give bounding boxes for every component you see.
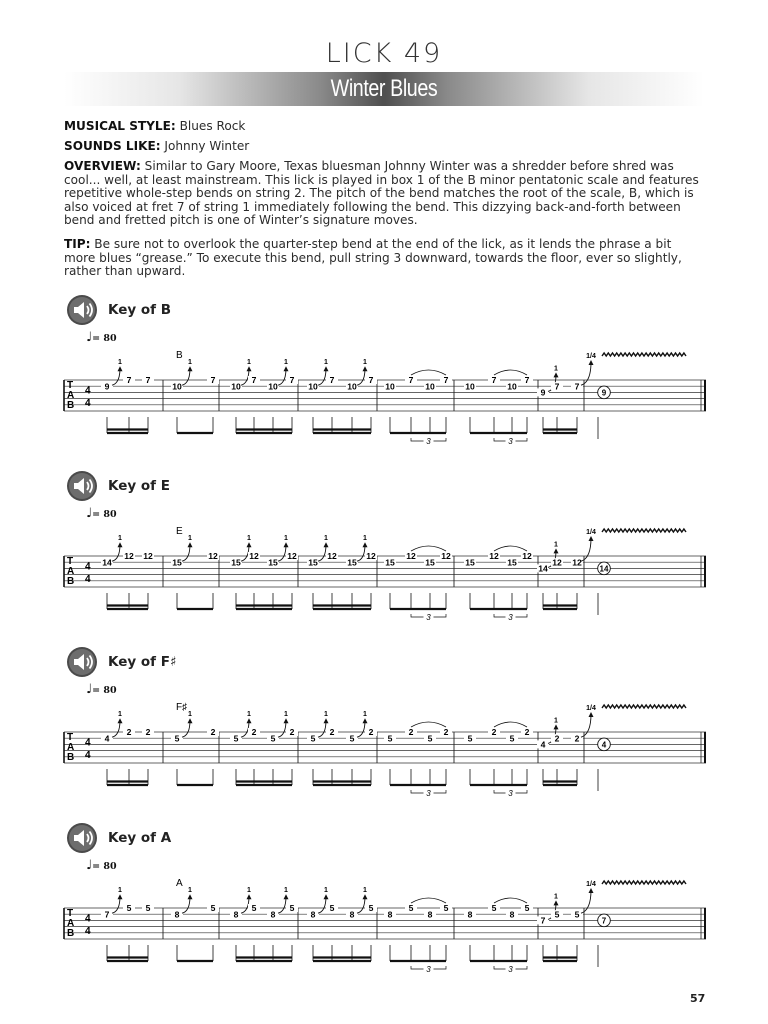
audio-speaker-icon[interactable] — [66, 822, 98, 854]
tip-paragraph — [64, 238, 706, 279]
tab-fret-number: 7 — [251, 375, 257, 386]
bend-arrowhead — [363, 542, 368, 547]
bend-amount: 1 — [324, 535, 328, 543]
tab-fret-number: 8 — [174, 909, 180, 920]
tab-fret-number: 12 — [572, 557, 582, 568]
tab-clef-letter: B — [67, 928, 75, 939]
quarter-bend-curve — [581, 362, 591, 385]
chord-symbol: E — [176, 526, 183, 537]
time-signature-top: 4 — [85, 561, 91, 573]
tab-fret-number: 9 — [104, 381, 110, 392]
bend-arrowhead — [247, 366, 252, 371]
quarter-note-icon: ♩ — [86, 330, 93, 345]
time-signature-top: 4 — [85, 385, 91, 397]
triplet-number: 3 — [426, 965, 431, 974]
bend-amount: 1 — [188, 711, 192, 719]
tab-staff — [0, 702, 768, 822]
tab-fret-number: 7 — [408, 375, 414, 386]
tab-fret-number: 9 — [540, 387, 546, 398]
slur — [494, 370, 527, 375]
overview-label: OVERVIEW: — [64, 159, 141, 173]
tempo-value: = 80 — [92, 861, 117, 872]
quarter-bend-arrowhead — [589, 360, 594, 365]
bend-arrowhead — [188, 718, 193, 723]
key-label: Key of B — [108, 302, 172, 318]
bend-arrowhead — [554, 900, 559, 905]
bend-arrowhead — [324, 718, 329, 723]
tab-fret-number: 7 — [368, 375, 374, 386]
bend-amount: 1 — [188, 535, 192, 543]
quarter-note-icon: ♩ — [86, 506, 93, 521]
tab-fret-number: 5 — [491, 903, 497, 914]
tab-fret-number: 7 — [443, 375, 449, 386]
slur — [411, 370, 446, 375]
key-label: Key of F♯ — [108, 654, 177, 670]
quarter-bend-amount: 1/4 — [586, 705, 596, 712]
tab-fret-number: 8 — [349, 909, 355, 920]
bend-amount: 1 — [363, 887, 367, 895]
bend-amount: 1 — [363, 711, 367, 719]
tab-fret-number: 2 — [408, 727, 414, 738]
tab-fret-number: 12 — [522, 551, 532, 562]
tab-staff — [0, 526, 768, 646]
bend-amount: 1 — [324, 887, 328, 895]
tab-fret-number: 5 — [467, 733, 473, 744]
time-signature-bottom: 4 — [85, 573, 91, 585]
tab-fret-number: 15 — [507, 557, 517, 568]
time-signature-bottom: 4 — [85, 397, 91, 409]
tab-fret-number: 12 — [249, 551, 259, 562]
tab-fret-number: 2 — [251, 727, 257, 738]
quarter-note-icon: ♩ — [86, 858, 93, 873]
tab-fret-number: 15 — [425, 557, 435, 568]
bend-arrowhead — [247, 542, 252, 547]
held-note-fret: 9 — [601, 388, 607, 398]
tab-clef-letter: A — [67, 390, 75, 401]
tab-clef-letter: T — [67, 908, 74, 919]
bend-arrowhead — [284, 366, 289, 371]
tab-staff — [0, 878, 768, 998]
tab-fret-number: 12 — [552, 557, 562, 568]
tempo-value: = 80 — [92, 509, 117, 520]
tab-fret-number: 10 — [465, 381, 475, 392]
bend-amount: 1 — [324, 359, 328, 367]
triplet-number: 3 — [426, 613, 431, 622]
tab-fret-number: 5 — [408, 903, 414, 914]
tab-fret-number: 5 — [174, 733, 180, 744]
tab-fret-number: 5 — [270, 733, 276, 744]
tab-fret-number: 5 — [554, 909, 560, 920]
quarter-bend-amount: 1/4 — [586, 353, 596, 360]
tab-clef-letter: B — [67, 400, 75, 411]
lick-number: LICK 49 — [325, 38, 443, 69]
time-signature-top: 4 — [85, 737, 91, 749]
tab-fret-number: 2 — [368, 727, 374, 738]
tip-label: TIP: — [64, 237, 91, 251]
tab-fret-number: 7 — [145, 375, 151, 386]
tab-fret-number: 5 — [289, 903, 295, 914]
tab-fret-number: 5 — [251, 903, 257, 914]
tab-clef-letter: B — [67, 752, 75, 763]
tab-fret-number: 15 — [308, 557, 318, 568]
tab-fret-number: 15 — [268, 557, 278, 568]
bend-amount: 1 — [363, 359, 367, 367]
tab-fret-number: 2 — [554, 733, 560, 744]
bend-arrowhead — [247, 894, 252, 899]
tab-fret-number: 5 — [210, 903, 216, 914]
bend-arrowhead — [118, 542, 123, 547]
bend-amount: 1 — [247, 887, 251, 895]
bend-arrowhead — [363, 366, 368, 371]
triplet-number: 3 — [508, 437, 513, 446]
tab-fret-number: 5 — [126, 903, 132, 914]
tab-fret-number: 2 — [126, 727, 132, 738]
tab-clef-letter: A — [67, 742, 75, 753]
tab-fret-number: 15 — [231, 557, 241, 568]
overview-text: Similar to Gary Moore, Texas bluesman Johnny Winter was a shredder before shred was cool... well, at least mainstream. This lick is played in box 1 of the B minor pentatonic scale and features repetitive whole-step bends on string 2. The pitch of the bend matches the root of the scale, B, which is also voiced at fret 7 of string 1 immediately following the bend. This dizzying back-and-forth between bend and fretted pitch is one of Winter’s signature moves. — [64, 159, 699, 228]
audio-speaker-icon[interactable] — [66, 294, 98, 326]
musical-style-label: MUSICAL STYLE: — [64, 119, 176, 133]
tab-fret-number: 10 — [507, 381, 517, 392]
tab-fret-number: 10 — [308, 381, 318, 392]
tab-fret-number: 5 — [145, 903, 151, 914]
musical-style-value: Blues Rock — [175, 119, 246, 133]
tab-fret-number: 8 — [270, 909, 276, 920]
tab-fret-number: 5 — [427, 733, 433, 744]
tab-fret-number: 2 — [443, 727, 449, 738]
tempo-value: = 80 — [92, 685, 117, 696]
chord-symbol: F♯ — [176, 702, 188, 713]
tab-fret-number: 10 — [231, 381, 241, 392]
tab-fret-number: 12 — [366, 551, 376, 562]
tab-fret-number: 7 — [126, 375, 132, 386]
bend-amount: 1 — [554, 365, 558, 373]
bend-amount: 1 — [118, 535, 122, 543]
tab-fret-number: 7 — [329, 375, 335, 386]
tempo-marking — [86, 330, 117, 345]
tempo-marking — [86, 682, 117, 697]
quarter-bend-amount: 1/4 — [586, 529, 596, 536]
bend-amount: 1 — [118, 359, 122, 367]
chord-symbol: B — [176, 350, 183, 361]
held-note-fret: 14 — [599, 564, 609, 574]
tab-clef-letter: T — [67, 556, 74, 567]
tab-fret-number: 7 — [104, 909, 110, 920]
tab-fret-number: 4 — [104, 733, 110, 744]
tab-fret-number: 8 — [427, 909, 433, 920]
quarter-bend-curve — [581, 890, 591, 913]
tab-fret-number: 12 — [441, 551, 451, 562]
audio-speaker-icon[interactable] — [66, 470, 98, 502]
vibrato-line — [602, 353, 686, 356]
tab-fret-number: 7 — [524, 375, 530, 386]
triplet-number: 3 — [426, 789, 431, 798]
tab-fret-number: 8 — [233, 909, 239, 920]
held-note-fret: 7 — [601, 916, 607, 926]
tab-fret-number: 7 — [540, 915, 546, 926]
quarter-bend-curve — [581, 714, 591, 737]
tab-fret-number: 14 — [538, 563, 548, 574]
tab-fret-number: 10 — [425, 381, 435, 392]
tab-fret-number: 5 — [349, 733, 355, 744]
key-label: Key of A — [108, 830, 172, 846]
tab-fret-number: 7 — [289, 375, 295, 386]
bend-arrowhead — [247, 718, 252, 723]
tab-fret-number: 2 — [574, 733, 580, 744]
time-signature-bottom: 4 — [85, 925, 91, 937]
triplet-number: 3 — [508, 965, 513, 974]
bend-arrowhead — [554, 372, 559, 377]
tab-clef-letter: B — [67, 576, 75, 587]
triplet-number: 3 — [508, 613, 513, 622]
tab-fret-number: 7 — [554, 381, 560, 392]
bend-arrowhead — [118, 718, 123, 723]
bend-amount: 1 — [247, 535, 251, 543]
tab-fret-number: 5 — [443, 903, 449, 914]
triplet-number: 3 — [508, 789, 513, 798]
bend-amount: 1 — [118, 711, 122, 719]
tab-fret-number: 12 — [287, 551, 297, 562]
audio-speaker-icon[interactable] — [66, 646, 98, 678]
tab-fret-number: 10 — [347, 381, 357, 392]
tab-fret-number: 7 — [491, 375, 497, 386]
tab-fret-number: 12 — [124, 551, 134, 562]
bend-amount: 1 — [284, 711, 288, 719]
tempo-marking — [86, 858, 117, 873]
tab-fret-number: 8 — [387, 909, 393, 920]
tab-fret-number: 14 — [102, 557, 112, 568]
musical-style-line — [64, 120, 706, 134]
sounds-like-label: SOUNDS LIKE: — [64, 139, 161, 153]
tab-fret-number: 5 — [329, 903, 335, 914]
time-signature-bottom: 4 — [85, 749, 91, 761]
slur — [494, 722, 527, 727]
bend-amount: 1 — [284, 359, 288, 367]
tab-fret-number: 5 — [387, 733, 393, 744]
tab-fret-number: 10 — [385, 381, 395, 392]
slur — [411, 722, 446, 727]
bend-arrowhead — [284, 894, 289, 899]
tab-fret-number: 5 — [509, 733, 515, 744]
tab-fret-number: 12 — [143, 551, 153, 562]
tempo-value: = 80 — [92, 333, 117, 344]
bend-amount: 1 — [284, 535, 288, 543]
time-signature-top: 4 — [85, 913, 91, 925]
overview-paragraph — [64, 160, 706, 228]
quarter-bend-amount: 1/4 — [586, 881, 596, 888]
tab-clef-letter: A — [67, 566, 75, 577]
tab-fret-number: 15 — [172, 557, 182, 568]
bend-amount: 1 — [247, 711, 251, 719]
tab-clef-letter: T — [67, 380, 74, 391]
tab-fret-number: 2 — [145, 727, 151, 738]
tempo-marking — [86, 506, 117, 521]
bend-amount: 1 — [188, 887, 192, 895]
tab-fret-number: 5 — [233, 733, 239, 744]
tab-fret-number: 12 — [406, 551, 416, 562]
tab-fret-number: 15 — [465, 557, 475, 568]
tab-fret-number: 2 — [491, 727, 497, 738]
bend-amount: 1 — [284, 887, 288, 895]
key-label: Key of E — [108, 478, 170, 494]
quarter-bend-arrowhead — [589, 888, 594, 893]
tab-fret-number: 10 — [268, 381, 278, 392]
bend-amount: 1 — [554, 717, 558, 725]
tab-fret-number: 4 — [540, 739, 546, 750]
bend-amount: 1 — [118, 887, 122, 895]
tab-clef-letter: T — [67, 732, 74, 743]
tab-fret-number: 12 — [327, 551, 337, 562]
bend-arrowhead — [554, 724, 559, 729]
tab-fret-number: 2 — [524, 727, 530, 738]
bend-arrowhead — [284, 718, 289, 723]
tab-fret-number: 5 — [574, 909, 580, 920]
bend-amount: 1 — [247, 359, 251, 367]
bend-arrowhead — [363, 718, 368, 723]
vibrato-line — [602, 881, 686, 884]
bend-arrowhead — [188, 366, 193, 371]
bend-arrowhead — [188, 894, 193, 899]
tab-fret-number: 15 — [347, 557, 357, 568]
tab-staff — [0, 350, 768, 470]
tab-fret-number: 7 — [574, 381, 580, 392]
bend-arrowhead — [118, 894, 123, 899]
quarter-bend-arrowhead — [589, 536, 594, 541]
slur — [494, 898, 527, 903]
bend-arrowhead — [118, 366, 123, 371]
sounds-like-line — [64, 140, 706, 154]
bend-arrowhead — [188, 542, 193, 547]
held-note-fret: 4 — [601, 740, 607, 750]
tab-fret-number: 2 — [210, 727, 216, 738]
vibrato-line — [602, 529, 686, 532]
tab-fret-number: 12 — [208, 551, 218, 562]
bend-arrowhead — [324, 366, 329, 371]
lick-title: Winter Blues — [330, 75, 438, 102]
bend-arrowhead — [363, 894, 368, 899]
vibrato-line — [602, 705, 686, 708]
tab-fret-number: 7 — [210, 375, 216, 386]
chord-symbol: A — [176, 878, 183, 889]
tab-fret-number: 12 — [489, 551, 499, 562]
quarter-bend-arrowhead — [589, 712, 594, 717]
tab-fret-number: 15 — [385, 557, 395, 568]
tab-fret-number: 8 — [467, 909, 473, 920]
bend-amount: 1 — [554, 893, 558, 901]
bend-amount: 1 — [363, 535, 367, 543]
tab-fret-number: 8 — [310, 909, 316, 920]
sounds-like-value: Johnny Winter — [160, 139, 250, 153]
bend-arrowhead — [324, 542, 329, 547]
tab-clef-letter: A — [67, 918, 75, 929]
bend-arrowhead — [324, 894, 329, 899]
triplet-number: 3 — [426, 437, 431, 446]
bend-amount: 1 — [554, 541, 558, 549]
bend-arrowhead — [284, 542, 289, 547]
tab-fret-number: 5 — [310, 733, 316, 744]
bend-amount: 1 — [188, 359, 192, 367]
quarter-note-icon: ♩ — [86, 682, 93, 697]
page-number: 57 — [690, 992, 706, 1005]
tab-fret-number: 8 — [509, 909, 515, 920]
bend-amount: 1 — [324, 711, 328, 719]
tab-fret-number: 2 — [289, 727, 295, 738]
tab-fret-number: 10 — [172, 381, 182, 392]
quarter-bend-curve — [581, 538, 591, 561]
tab-fret-number: 5 — [524, 903, 530, 914]
bend-arrowhead — [554, 548, 559, 553]
tab-fret-number: 2 — [329, 727, 335, 738]
slur — [411, 898, 446, 903]
tab-fret-number: 5 — [368, 903, 374, 914]
tip-text: Be sure not to overlook the quarter-step bend at the end of the lick, as it lends the phrase a bit more blues “grease.” To execute this bend, pull string 3 downward, towards the floor, ever so slightly, rather than upward. — [64, 237, 682, 279]
